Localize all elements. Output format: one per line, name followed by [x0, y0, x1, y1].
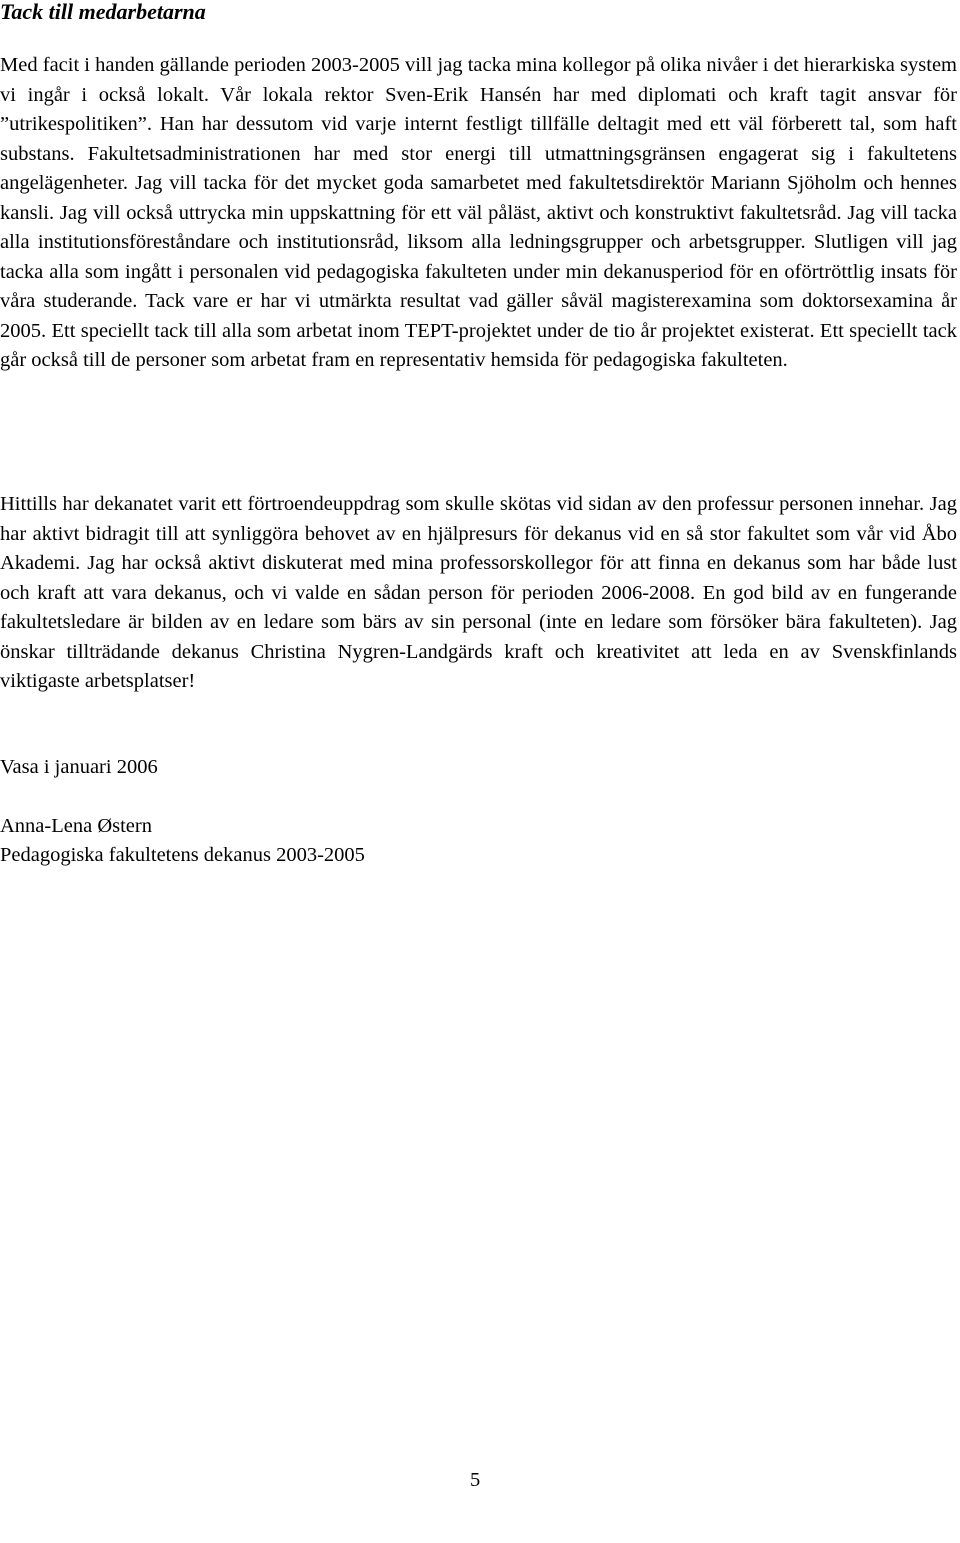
place-date: Vasa i januari 2006 [0, 756, 158, 778]
paragraph-acknowledgements: Med facit i handen gällande perioden 2003-2005 vill jag tacka mina kollegor på olika nivåer i det hierarkiska system vi ingår i också lokalt. Vår lokala rektor Sven-Erik Hansén har med diplomati och kraft tagit ansvar för ”utrikespolitiken”. Han har dessutom vid varje internt festligt tillfälle deltagit med ett väl förberett tal, som haft substans. Fakultetsadministrationen har med stor energi till utmattningsgränsen engagerat sig i fakultetens angelägenheter. Jag vill tacka för det mycket goda samarbetet med fakultetsdirektör Mariann Sjöholm och hennes kansli. Jag vill också uttrycka min uppskattning för ett väl påläst, aktivt och konstruktivt fakultetsråd. Jag vill tacka alla institutionsföreståndare och institutionsråd, liksom alla ledningsgrupper och arbetsgrupper. Slutligen vill jag tacka alla som ingått i personalen vid pedagogiska fakulteten under min dekanusperiod för en oförtröttlig insats för våra studerande. Tack vare er har vi utmärkta resultat vad gäller såväl magisterexamina som doktorsexamina år 2005. Ett speciellt tack till alla som arbetat inom TEPT-projektet under de tio år projektet existerat. Ett speciellt tack går också till de personer som arbetat fram en representativ hemsida för pedagogiska fakulteten. [0, 54, 957, 371]
section-heading: Tack till medarbetarna [0, 0, 206, 24]
paragraph-dean-role: Hittills har dekanatet varit ett förtroendeuppdrag som skulle skötas vid sidan av den professur personen innehar. Jag har aktivt bidragit till att synliggöra behovet av en hjälpresurs för dekanus vid en så stor fakultet som vår vid Åbo Akademi. Jag har också aktivt diskuterat med mina professorskollegor för att finna en dekanus som har både lust och kraft att vara dekanus, och vi valde en sådan person för perioden 2006-2008. En god bild av en fungerande fakultetsledare är bilden av en ledare som bärs av sin personal (inte en ledare som försöker bära fakulteten). Jag önskar tillträdande dekanus Christina Nygren-Landgärds kraft och kreativitet att leda en av Svenskfinlands viktigaste arbetsplatser! [0, 493, 957, 692]
signature-name: Anna-Lena Østern [0, 815, 152, 837]
signature-title: Pedagogiska fakultetens dekanus 2003-2005 [0, 844, 365, 866]
page-number: 5 [470, 1469, 481, 1491]
